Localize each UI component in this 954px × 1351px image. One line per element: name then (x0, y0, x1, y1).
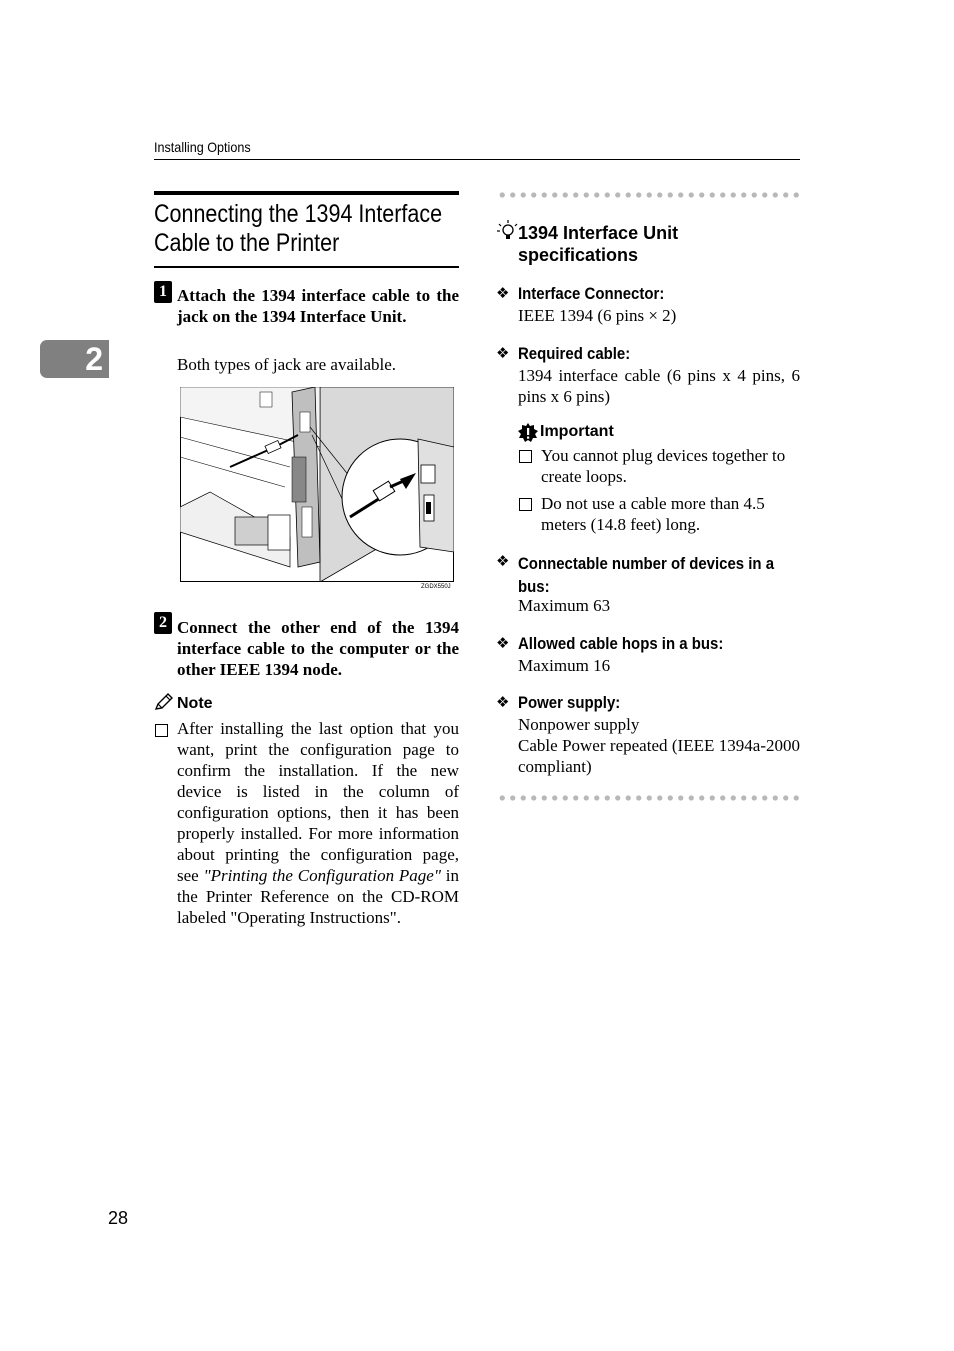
spec-title-line2: specifications (518, 245, 639, 265)
spec-label-interface-connector: Interface Connector: (518, 284, 665, 303)
diamond-bullet-icon: ❖ (496, 285, 510, 302)
chapter-number: 2 (85, 341, 103, 377)
note-item-text-end: in the Printer Reference on the CD-ROM labeled "Operating Instructions". (177, 866, 459, 927)
spec-label-cable-hops: Allowed cable hops in a bus: (518, 634, 724, 653)
important-item-1: You cannot plug devices together to create loops. (541, 446, 786, 486)
dotted-divider-bottom (497, 795, 801, 801)
step-1-text: Attach the 1394 interface cable to the jack on the 1394 Interface Unit. (177, 286, 459, 326)
spec-value-interface-connector: IEEE 1394 (6 pins × 2) (518, 306, 677, 325)
diamond-bullet-icon: ❖ (496, 345, 510, 362)
spec-label-connectable-devices: Connectable number of devices in a bus: (518, 554, 775, 596)
running-header-text: Installing Options (154, 139, 251, 155)
spec-value-power-supply-line2: Cable Power repeated (IEEE 1394a-2000 compliant) (518, 736, 800, 776)
step-2-text: Connect the other end of the 1394 interface cable to the computer or the other IEEE 1394 node. (177, 618, 459, 679)
chapter-tab (40, 340, 109, 378)
step-1-note: Both types of jack are available. (177, 355, 397, 374)
important-item-2: Do not use a cable more than 4.5 meters (14.8 feet) long. (541, 494, 765, 534)
checkbox-icon (519, 498, 532, 511)
title-rule-bottom (154, 266, 459, 268)
checkbox-icon (155, 724, 168, 737)
spec-label-required-cable: Required cable: (518, 344, 631, 363)
running-header (154, 139, 261, 155)
step-1-badge: 1 (154, 281, 172, 303)
spec-value-power-supply-line1: Nonpower supply (518, 715, 640, 734)
spec-value-connectable-devices: Maximum 63 (518, 596, 611, 615)
important-label: Important (540, 423, 614, 440)
spec-value-required-cable: 1394 interface cable (6 pins x 4 pins, 6 pins x 6 pins) (518, 366, 800, 406)
title-rule-top (154, 191, 459, 195)
page-number: 28 (108, 1208, 129, 1228)
step-2-badge: 2 (154, 612, 172, 634)
diamond-bullet-icon: ❖ (496, 635, 510, 652)
header-rule (154, 159, 800, 160)
spec-title-line1: 1394 Interface Unit (518, 223, 679, 243)
spec-value-cable-hops: Maximum 16 (518, 656, 611, 675)
note-item-reference: "Printing the Configuration Page" (203, 866, 441, 885)
note-item (177, 718, 459, 928)
exclamation-burst-icon (518, 423, 538, 443)
printer-connection-illustration (180, 387, 454, 582)
spec-title (518, 222, 678, 266)
checkbox-icon (519, 450, 532, 463)
diamond-bullet-icon: ❖ (496, 694, 510, 711)
note-label: Note (177, 695, 213, 712)
section-title-line1: Connecting the 1394 Interface (154, 200, 443, 228)
diamond-bullet-icon: ❖ (496, 553, 510, 570)
spec-label-power-supply: Power supply: (518, 693, 621, 712)
pencil-icon (154, 693, 174, 711)
note-item-text: After installing the last option that you want, print the configuration page to confirm the installation. If the new device is listed in the column of configuration options, then it has been properly installed. For more information about printing the configuration page, see (177, 719, 459, 885)
dotted-divider-top (497, 192, 801, 198)
lightbulb-icon (496, 220, 518, 244)
section-title (154, 200, 474, 258)
section-title-line2: Cable to the Printer (154, 229, 340, 257)
figure-code: ZGDX550J (421, 584, 451, 590)
